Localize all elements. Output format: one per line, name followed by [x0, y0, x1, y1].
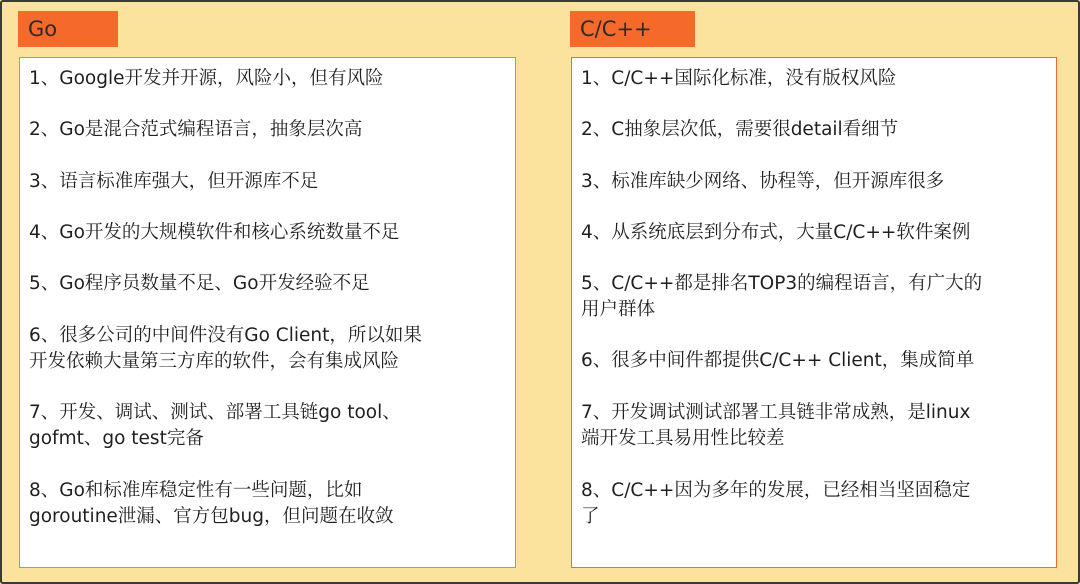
cpp-item-7: 7、开发调试测试部署工具链非常成熟，是linux 端开发工具易用性比较差 [581, 402, 971, 449]
cpp-item-8: 8、C/C++因为多年的发展，已经相当坚固稳定 了 [581, 480, 971, 527]
go-item-3: 3、语言标准库强大，但开源库不足 [29, 171, 319, 192]
cpp-item-5: 5、C/C++都是排名TOP3的编程语言，有广大的 用户群体 [581, 273, 983, 320]
cpp-item-4: 4、从系统底层到分布式，大量C/C++软件案例 [581, 222, 971, 243]
go-item-2: 2、Go是混合范式编程语言，抽象层次高 [29, 119, 363, 140]
go-item-1: 1、Google开发并开源，风险小，但有风险 [29, 68, 384, 89]
cpp-list-panel [571, 57, 1057, 568]
cpp-item-1: 1、C/C++国际化标准，没有版权风险 [581, 68, 897, 89]
cpp-item-6: 6、很多中间件都提供C/C++ Client，集成简单 [581, 350, 975, 371]
go-item-7: 7、开发、调试、测试、部署工具链go tool、 gofmt、go test完备 [29, 402, 401, 449]
go-item-5: 5、Go程序员数量不足、Go开发经验不足 [29, 273, 370, 294]
go-list-panel [19, 57, 516, 568]
go-heading: Go [18, 11, 118, 47]
go-item-4: 4、Go开发的大规模软件和核心系统数量不足 [29, 222, 400, 243]
go-item-6: 6、很多公司的中间件没有Go Client，所以如果 开发依赖大量第三方库的软件，会有集成风险 [29, 325, 422, 372]
go-item-8: 8、Go和标准库稳定性有一些问题，比如 goroutine泄漏、官方包bug，但问题在收敛 [29, 480, 394, 527]
cpp-item-2: 2、C抽象层次低，需要很detail看细节 [581, 119, 899, 140]
cpp-item-3: 3、标准库缺少网络、协程等，但开源库很多 [581, 171, 945, 192]
cpp-heading: C/C++ [570, 11, 695, 47]
